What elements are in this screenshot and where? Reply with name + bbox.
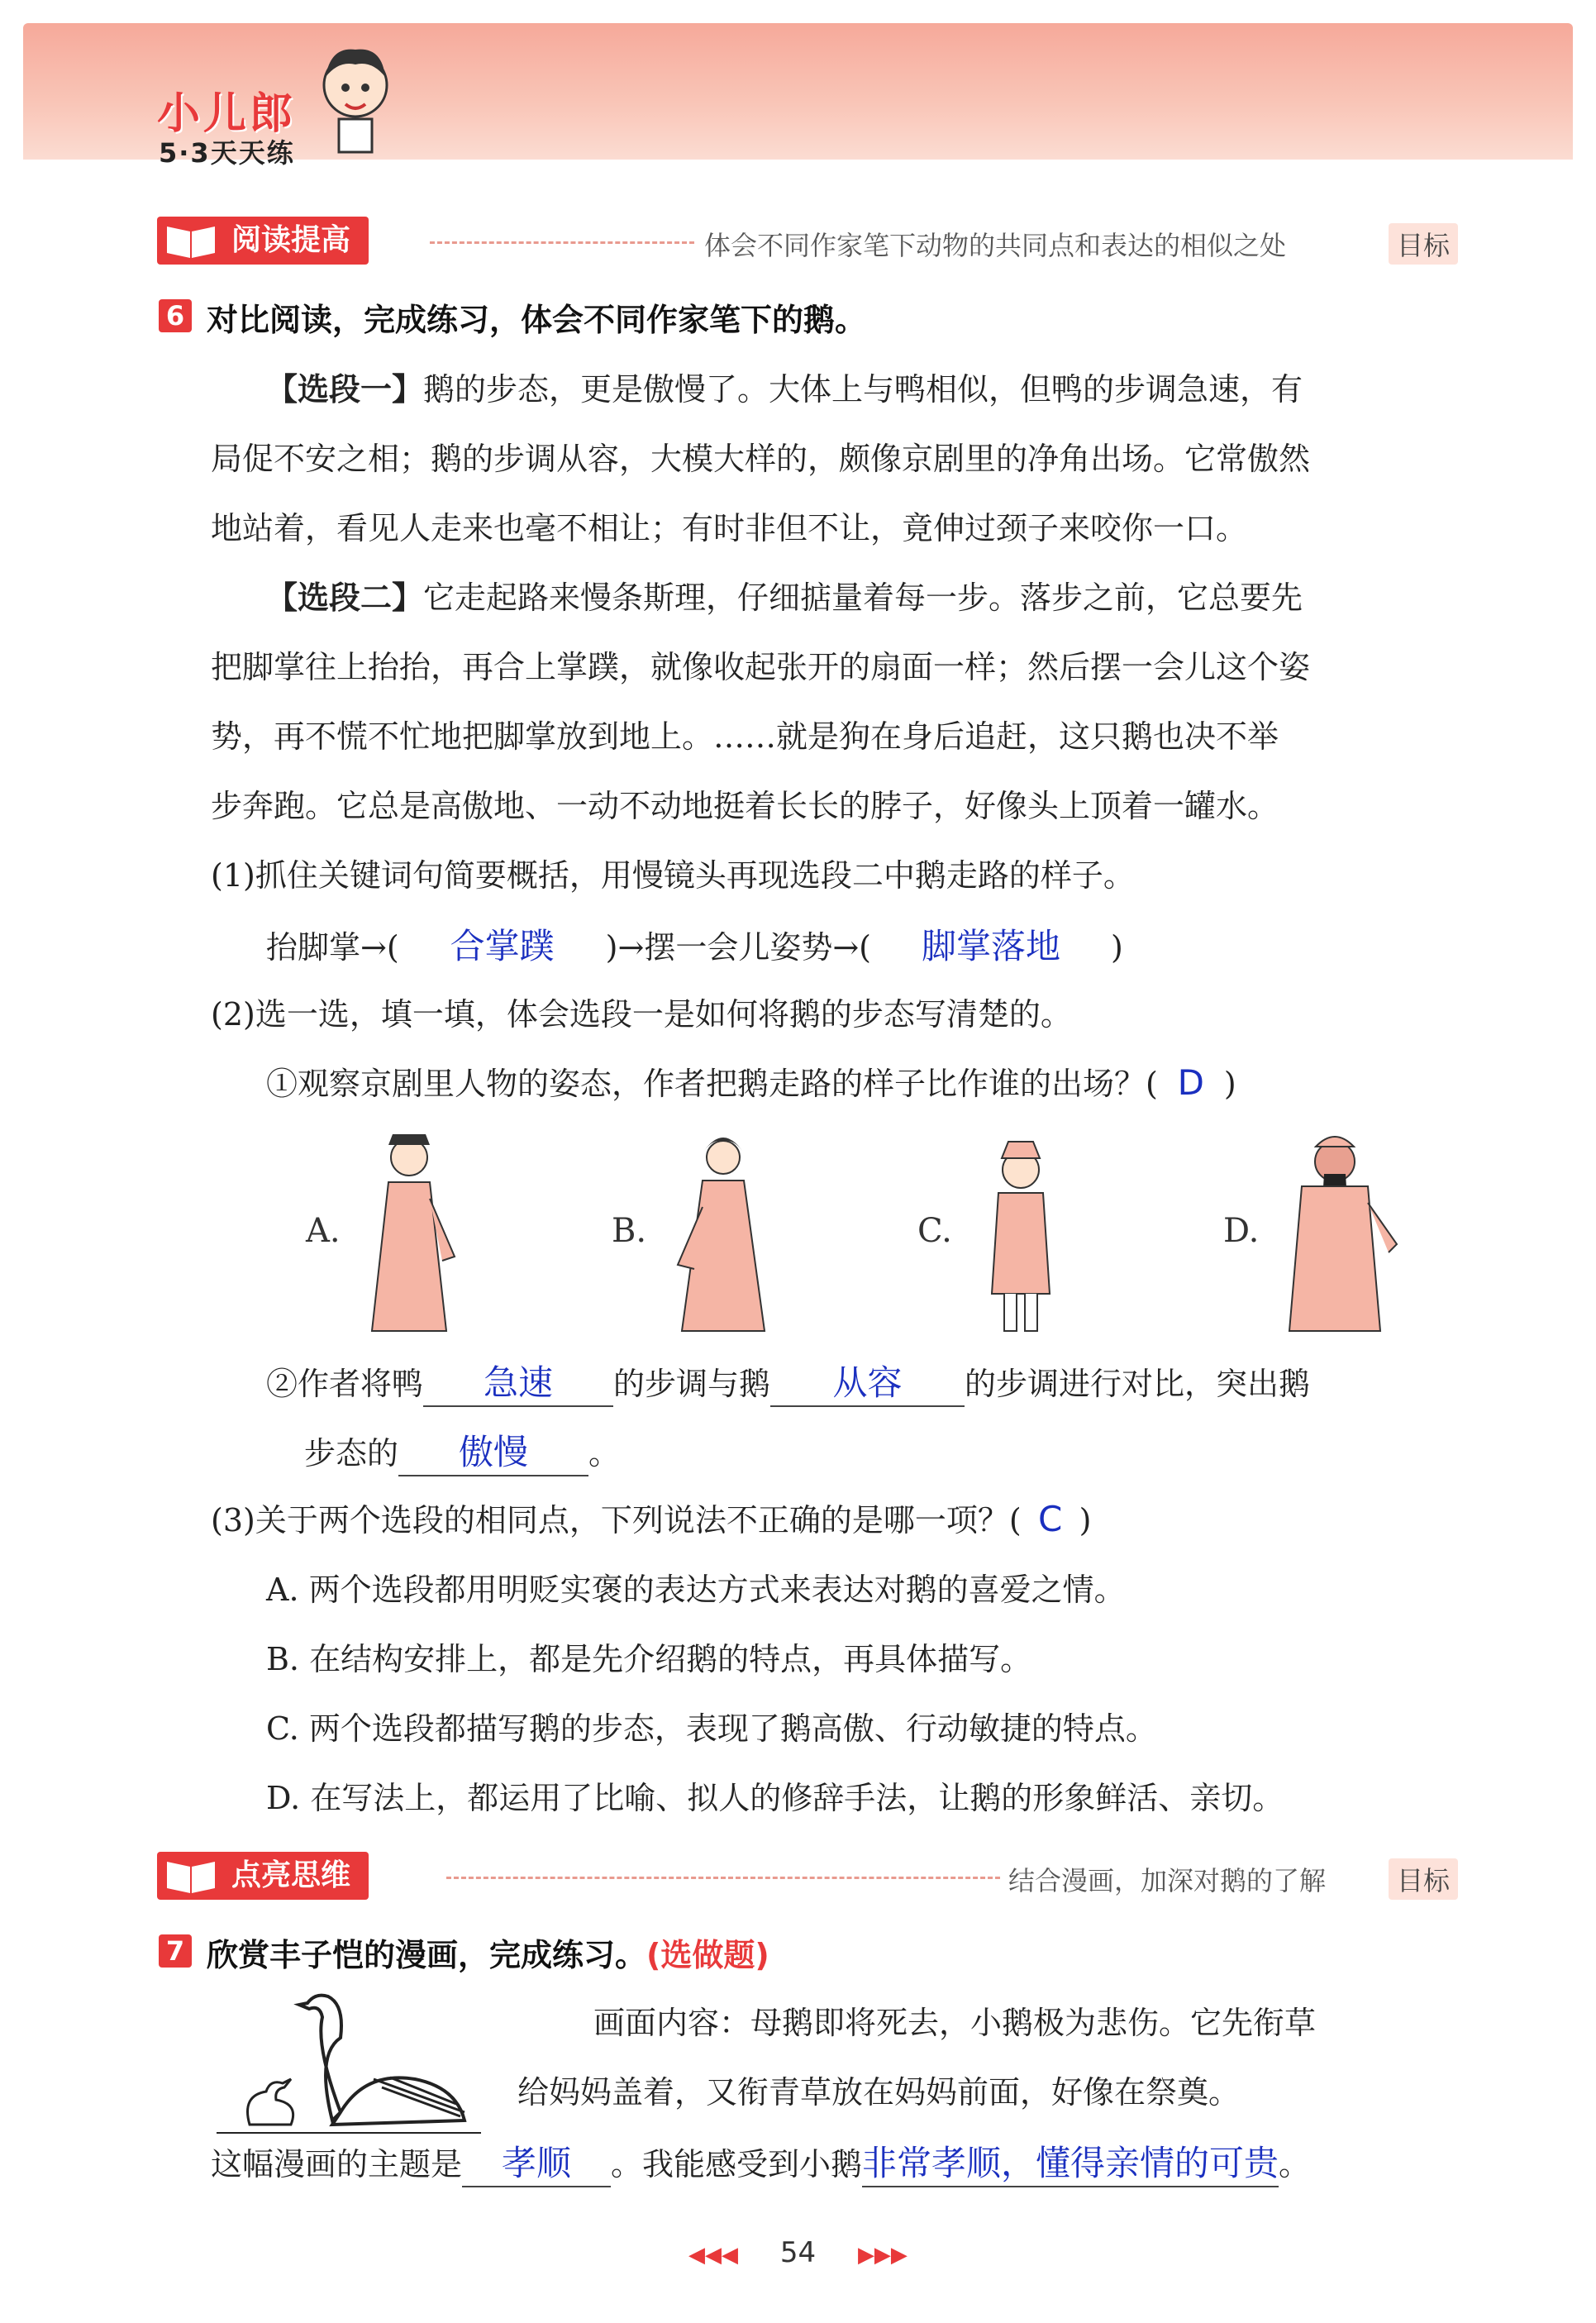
opera-figure-b-icon xyxy=(669,1124,777,1339)
passage-2-line-1: 【选段二】它走起路来慢条斯理，仔细掂量着每一步。落步之前，它总要先 xyxy=(266,580,1303,616)
question-title: 对比阅读，完成练习，体会不同作家笔下的鹅。 xyxy=(207,302,867,338)
goal-text: 结合漫画，加深对鹅的了解 xyxy=(1008,1865,1327,1896)
divider xyxy=(430,241,694,244)
answer-blank: 急速 xyxy=(423,1356,613,1407)
section-title: 阅读提高 xyxy=(231,223,351,257)
answer-blank: 非常孝顺，懂得亲情的可贵 xyxy=(862,2136,1279,2187)
choice-c: C. 两个选段都描写鹅的步态，表现了鹅高傲、行动敏捷的特点。 xyxy=(266,1710,1157,1747)
option-label: C. xyxy=(917,1212,952,1250)
goal-tag: 目标 xyxy=(1389,1858,1458,1900)
answer-choice: D xyxy=(1177,1062,1204,1103)
answer-choice: C xyxy=(1037,1499,1063,1539)
answer-blank: 孝顺 xyxy=(462,2136,611,2187)
opera-figure-c-icon xyxy=(967,1137,1074,1339)
answer-blank: 从容 xyxy=(770,1356,965,1407)
answer-text: 合掌蹼 xyxy=(450,926,555,966)
answer-text: 脚掌落地 xyxy=(922,926,1061,966)
cartoon-description-line-2: 给妈妈盖着，又衔青草放在妈妈前面，好像在祭奠。 xyxy=(517,2074,1241,2111)
page-number: 54 xyxy=(779,2236,817,2269)
next-arrows-icon: ▶▶▶ xyxy=(857,2243,908,2268)
passage-2-line-4: 步奔跑。它总是高傲地、一动不动地挺着长长的脖子，好像头上顶着一罐水。 xyxy=(211,788,1279,824)
sub-question-2-1: ①观察京剧里人物的姿态，作者把鹅走路的样子比作谁的出场？( D ) xyxy=(266,1062,1236,1103)
choice-d: D. 在写法上，都运用了比喻、拟人的修辞手法，让鹅的形象鲜活、亲切。 xyxy=(266,1780,1284,1816)
book-icon xyxy=(164,220,218,261)
goose-cartoon-icon xyxy=(217,1980,481,2137)
question-number: 6 xyxy=(159,299,192,332)
sub-question-2-2-line-1: ②作者将鸭 急速 的步调与鹅 从容 的步调进行对比，突出鹅 xyxy=(266,1356,1310,1407)
sub-question-3: (3)关于两个选段的相同点，下列说法不正确的是哪一项？( C ) xyxy=(211,1499,1092,1539)
brand-subtitle: 5·3天天练 xyxy=(159,137,295,169)
brand-logo: 小儿郎 xyxy=(157,89,297,139)
question-number: 7 xyxy=(159,1934,192,1968)
passage-1-line-1: 【选段一】鹅的步态，更是傲慢了。大体上与鸭相似，但鸭的步调急速，有 xyxy=(266,371,1303,408)
section-reading-header xyxy=(157,217,369,265)
passage-2-line-2: 把脚掌往上抬抬，再合上掌蹼，就像收起张开的扇面一样；然后摆一会儿这个姿 xyxy=(211,649,1311,685)
sub-question-2: (2)选一选，填一填，体会选段一是如何将鹅的步态写清楚的。 xyxy=(211,996,1072,1033)
question-title: 欣赏丰子恺的漫画，完成练习。(选做题) xyxy=(207,1937,769,1973)
optional-tag: (选做题) xyxy=(646,1937,769,1973)
section-title: 点亮思维 xyxy=(231,1858,351,1892)
passage-2-line-3: 势，再不慌不忙地把脚掌放到地上。……就是狗在身后追赶，这只鹅也决不举 xyxy=(211,718,1279,755)
divider xyxy=(446,1877,1000,1879)
mascot-icon xyxy=(314,40,397,155)
opera-figure-d-icon xyxy=(1273,1128,1405,1339)
sub-question-2-2-line-2: 步态的 傲慢 。 xyxy=(304,1425,620,1476)
sub-question-1-answer-line: 抬脚掌→( 合掌蹼 )→摆一会儿姿势→( 脚掌落地 ) xyxy=(266,919,1123,969)
answer-blank: 傲慢 xyxy=(398,1425,588,1476)
choice-b: B. 在结构安排上，都是先介绍鹅的特点，再具体描写。 xyxy=(266,1641,1032,1677)
page-footer xyxy=(0,2236,1596,2269)
goal-tag: 目标 xyxy=(1389,223,1458,265)
theme-answer-line: 这幅漫画的主题是 孝顺 。我能感受到小鹅非常孝顺，懂得亲情的可贵。 xyxy=(211,2136,1310,2187)
goal-text: 体会不同作家笔下动物的共同点和表达的相似之处 xyxy=(704,230,1287,261)
passage-1-line-3: 地站着，看见人走来也毫不相让；有时非但不让，竟伸过颈子来咬你一口。 xyxy=(211,510,1248,546)
option-label: D. xyxy=(1223,1212,1260,1250)
option-label: B. xyxy=(612,1212,647,1250)
choice-a: A. 两个选段都用明贬实褒的表达方式来表达对鹅的喜爱之情。 xyxy=(266,1572,1126,1608)
section-thinking-header xyxy=(157,1852,369,1900)
prev-arrows-icon: ◀◀◀ xyxy=(688,2243,739,2268)
sub-question-1: (1)抓住关键词句简要概括，用慢镜头再现选段二中鹅走路的样子。 xyxy=(211,857,1135,894)
book-icon xyxy=(164,1855,218,1896)
cartoon-description-line-1: 画面内容：母鹅即将死去，小鹅极为悲伤。它先衔草 xyxy=(593,2005,1317,2041)
passage-1-line-2: 局促不安之相；鹅的步调从容，大模大样的，颇像京剧里的净角出场。它常傲然 xyxy=(211,441,1311,477)
opera-figure-a-icon xyxy=(355,1124,463,1339)
option-label: A. xyxy=(306,1212,341,1250)
